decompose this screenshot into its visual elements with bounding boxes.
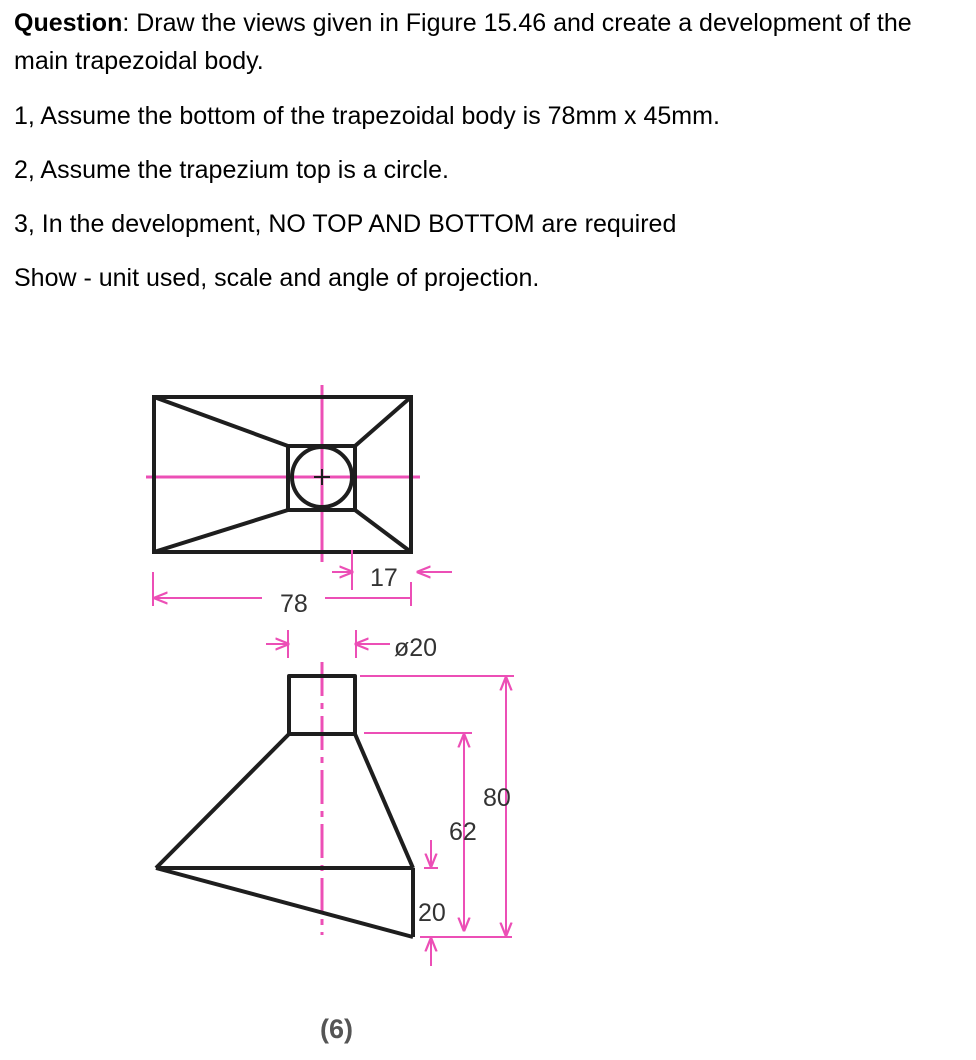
dim-17-label: 17 [370, 564, 398, 592]
instruction-1: 1, Assume the bottom of the trapezoidal body is 78mm x 45mm. [14, 102, 720, 130]
dim-62-label: 62 [449, 818, 477, 846]
dim-80-label: 80 [483, 784, 511, 812]
question-text: : Draw the views given in Figure 15.46 and create a development of the main trapezoidal body. [14, 9, 912, 75]
top-view [146, 385, 420, 562]
instruction-2: 2, Assume the trapezium top is a circle. [14, 156, 449, 184]
front-view-outline [156, 676, 413, 937]
instruction-4: Show - unit used, scale and angle of projection. [14, 264, 540, 292]
dim-diameter-label: ø20 [394, 634, 438, 662]
dim-20-label: 20 [418, 899, 446, 927]
top-view-centerlines [146, 385, 420, 562]
instruction-3: 3, In the development, NO TOP AND BOTTOM are required [14, 210, 677, 238]
dim-78-label: 78 [280, 590, 308, 618]
figure-label: (6) [320, 1014, 353, 1044]
question-label: Question [14, 9, 123, 37]
top-view-outline [154, 397, 411, 552]
front-view [156, 662, 413, 937]
